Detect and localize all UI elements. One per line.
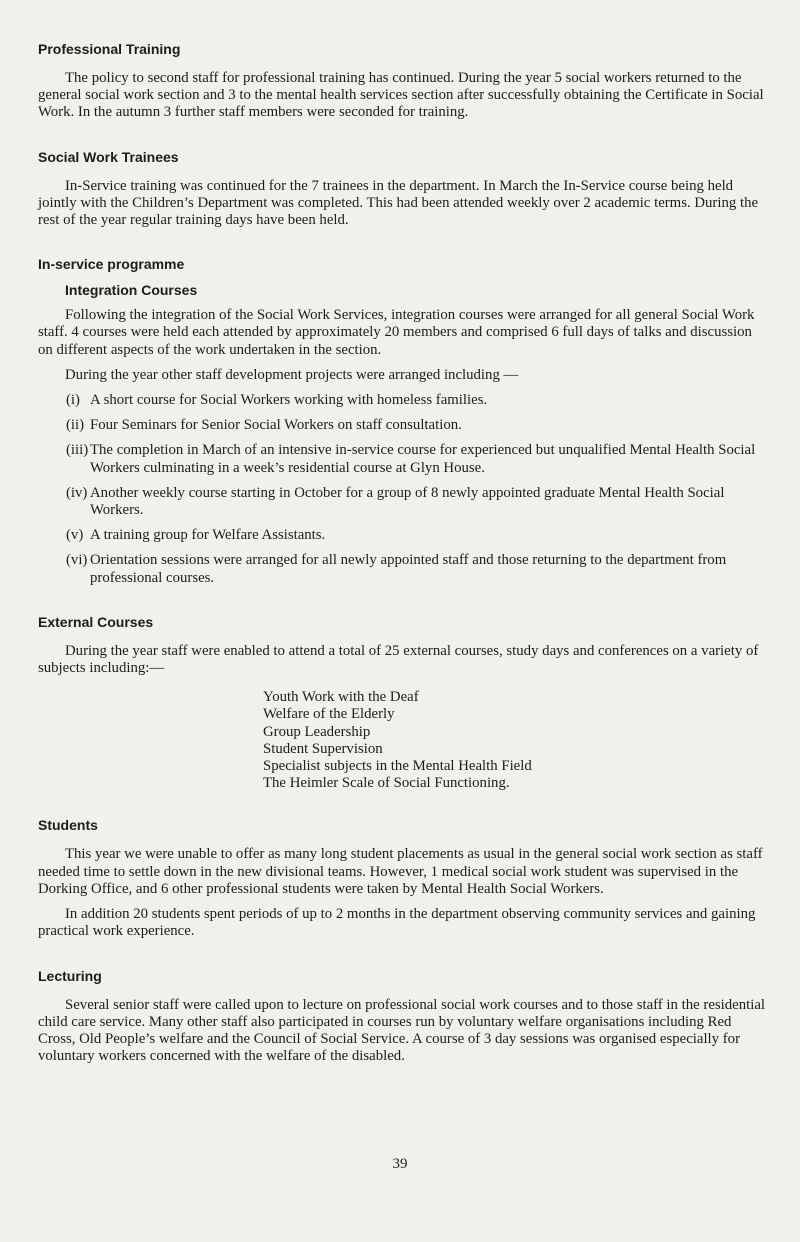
external-course-subjects bbox=[263, 689, 768, 792]
list-item bbox=[66, 552, 768, 586]
heading-external-courses: External Courses bbox=[38, 613, 154, 630]
subject-item: The Heimler Scale of Social Functioning. bbox=[263, 775, 510, 792]
paragraph: During the year other staff development projects were arranged including — bbox=[65, 366, 519, 383]
paragraph: This year we were unable to offer as many long student placements as usual in the general social work section as staff needed time to settle down in the new divisional teams. However, 1 medical social work student was supervised in the Dorking Office, and 6 other professional students were taken by Mental Health Social Workers. bbox=[38, 846, 763, 897]
list-item-number: (iv) bbox=[66, 484, 88, 501]
list-item-text: Another weekly course starting in October for a group of 8 newly appointed graduate Mental Health Social Workers. bbox=[90, 484, 725, 519]
list-item-text: The completion in March of an intensive in-service course for experienced but unqualified Mental Health Social Workers culminating in a week’s residential course at Glyn House. bbox=[90, 442, 756, 476]
list-item bbox=[66, 527, 768, 544]
document-page bbox=[38, 40, 768, 1065]
heading-lecturing: Lecturing bbox=[38, 967, 102, 984]
list-item bbox=[66, 417, 768, 434]
list-item-text: A training group for Welfare Assistants. bbox=[90, 527, 326, 544]
list-item-number: (v) bbox=[66, 527, 84, 544]
list-item-number: (vi) bbox=[66, 552, 88, 569]
subheading-integration-courses: Integration Courses bbox=[65, 282, 198, 299]
list-item bbox=[66, 442, 768, 476]
paragraph: Several senior staff were called upon to lecture on professional social work courses and to those staff in the residential child care service. Many other staff also participated in courses run by voluntary welfare organisations including Red Cross, Old People’s welfare and the Council of Social Service. A course of 3 day sessions was organised especially for voluntary workers concerned with the welfare of the disabled. bbox=[38, 996, 766, 1065]
subject-item: Group Leadership bbox=[263, 723, 371, 740]
list-item-number: (iii) bbox=[66, 442, 89, 459]
heading-students: Students bbox=[38, 817, 98, 834]
list-item-number: (ii) bbox=[66, 417, 85, 434]
paragraph: In addition 20 students spent periods of up to 2 months in the department observing community services and gaining practical work experience. bbox=[38, 906, 756, 940]
paragraph: Following the integration of the Social Work Services, integration courses were arranged for all general Social Work staff. 4 courses were held each attended by approximately 20 members and comprised 6 full days of talks and discussion on different aspects of the work undertaken in the section. bbox=[38, 307, 755, 358]
page-number: 39 bbox=[392, 1156, 408, 1172]
subject-item: Student Supervision bbox=[263, 740, 383, 757]
list-item bbox=[66, 485, 768, 519]
list-item-text: Four Seminars for Senior Social Workers on staff consultation. bbox=[90, 417, 462, 434]
paragraph: The policy to second staff for professional training has continued. During the year 5 social workers returned to the general social work section and 3 to the mental health services section after successfully obtaining the Certificate in Social Work. In the autumn 3 further staff members were seconded for training. bbox=[38, 70, 764, 121]
subject-item: Specialist subjects in the Mental Health Field bbox=[263, 758, 532, 775]
list-item-text: Orientation sessions were arranged for all newly appointed staff and those returning to the department from professional courses. bbox=[90, 552, 727, 586]
subject-item: Youth Work with the Deaf bbox=[263, 689, 419, 706]
heading-social-work-trainees: Social Work Trainees bbox=[38, 148, 179, 165]
list-item-number: (i) bbox=[66, 392, 80, 409]
staff-development-list bbox=[38, 392, 768, 587]
paragraph: In-Service training was continued for the 7 trainees in the department. In March the In-Service course being held jointly with the Children’s Department was completed. This had been attended weekly over 2 academic terms. During the rest of the year regular training days have been held. bbox=[38, 177, 759, 229]
heading-in-service-programme: In-service programme bbox=[38, 256, 185, 273]
list-item bbox=[66, 392, 768, 409]
subject-item: Welfare of the Elderly bbox=[263, 706, 395, 723]
paragraph: During the year staff were enabled to attend a total of 25 external courses, study days and conferences on a variety of subjects including:— bbox=[38, 642, 759, 677]
list-item-text: A short course for Social Workers working with homeless families. bbox=[90, 392, 488, 409]
heading-professional-training: Professional Training bbox=[38, 41, 181, 57]
